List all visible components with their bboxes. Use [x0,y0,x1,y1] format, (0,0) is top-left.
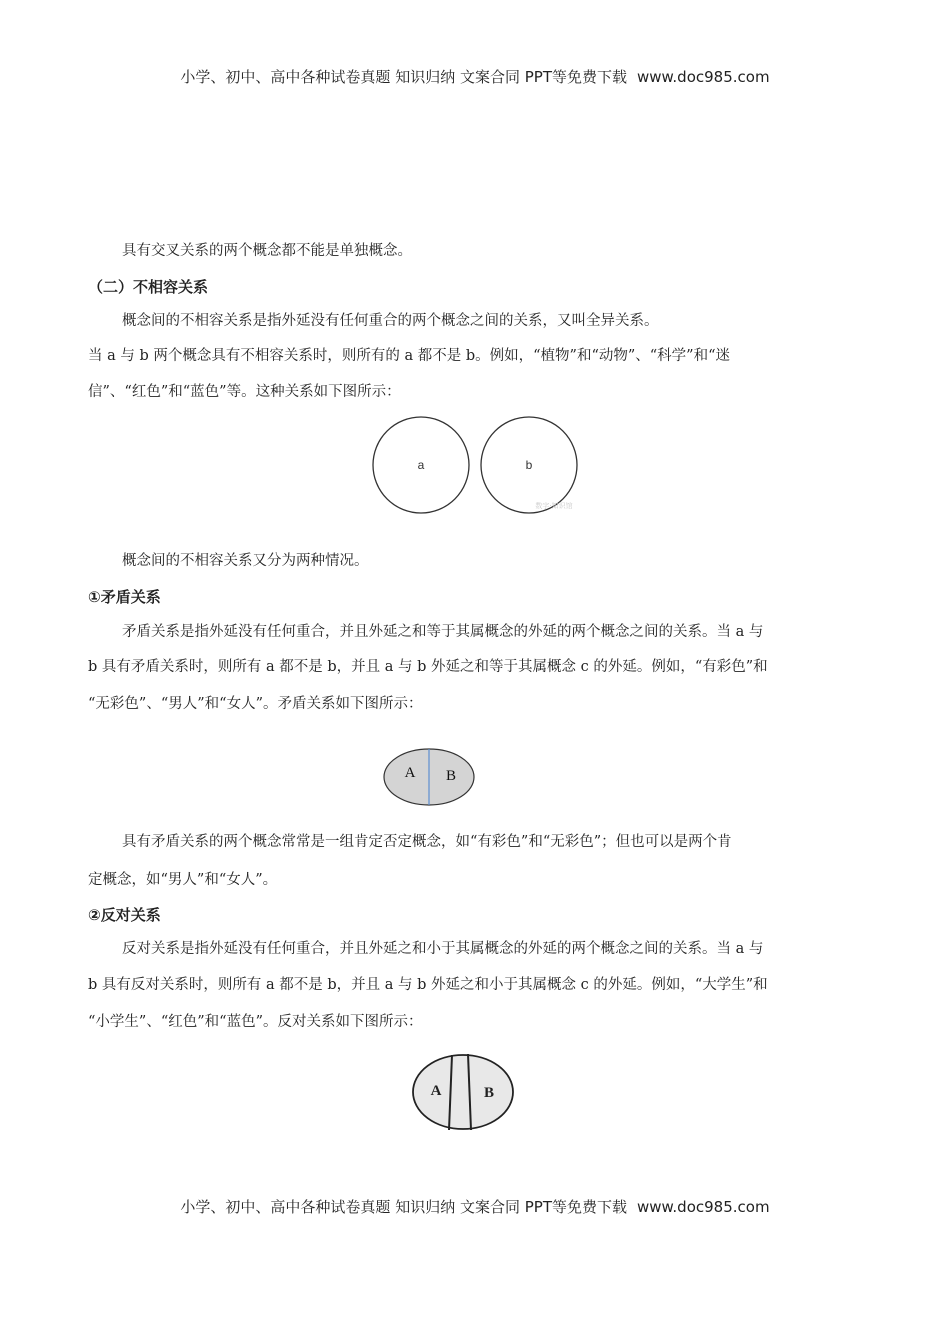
paragraph-line: 定概念，如“男人”和“女人”。 [88,872,278,888]
paragraph-line: 信”、“红色”和“蓝色”等。这种关系如下图所示： [88,384,401,400]
paragraph-line: b 具有反对关系时，则所有 a 都不是 b，并且 a 与 b 外延之和小于其属概念 c 的外延。例如，“大学生”和 [88,977,768,993]
paragraph-line: “小学生”、“红色”和“蓝色”。反对关系如下图所示： [88,1014,423,1030]
region-b-label: B [445,768,457,784]
region-b-label: B [483,1085,495,1101]
paragraph-line: “无彩色”、“男人”和“女人”。矛盾关系如下图所示： [88,696,423,712]
footer-url[interactable]: www.doc985.com [636,1198,770,1216]
contrary-ellipse [413,1055,513,1129]
paragraph-line: b 具有矛盾关系时，则所有 a 都不是 b，并且 a 与 b 外延之和等于其属概念 c 的外延。例如，“有彩色”和 [88,659,768,675]
section-heading-contradiction: ①矛盾关系 [88,588,161,606]
contrary-diagram [410,1051,518,1135]
region-a-label: A [404,765,416,781]
incompatible-diagram [368,413,584,517]
paragraph-line: 具有矛盾关系的两个概念常常是一组肯定否定概念，如“有彩色”和“无彩色”；但也可以是两个肯 [122,834,732,850]
paragraph: 概念间的不相容关系是指外延没有任何重合的两个概念之间的关系，又叫全异关系。 [122,313,659,329]
footer-text: 小学、初中、高中各种试卷真题 知识归纳 文案合同 PPT等免费下载 [180,1198,627,1216]
circle-b-label: b [525,458,533,472]
paragraph-line: 当 a 与 b 两个概念具有不相容关系时，则所有的 a 都不是 b。例如，“植物”和“动物”、“科学”和“迷 [88,348,731,364]
contradiction-diagram [380,746,478,808]
page-footer [0,1196,950,1217]
paragraph: 具有交叉关系的两个概念都不能是单独概念。 [122,243,412,259]
section-heading-contrary: ②反对关系 [88,906,161,924]
circle-a-label: a [417,458,425,472]
paragraph: 概念间的不相容关系又分为两种情况。 [122,553,369,569]
header-url[interactable]: www.doc985.com [636,68,770,86]
page-header [0,66,950,87]
watermark: 数字·知识馆 [535,502,573,510]
paragraph-line: 矛盾关系是指外延没有任何重合，并且外延之和等于其属概念的外延的两个概念之间的关系。当 a 与 [122,624,764,640]
header-text: 小学、初中、高中各种试卷真题 知识归纳 文案合同 PPT等免费下载 [180,68,627,86]
paragraph-line: 反对关系是指外延没有任何重合，并且外延之和小于其属概念的外延的两个概念之间的关系。当 a 与 [122,941,764,957]
section-heading-incompatible: （二）不相容关系 [88,278,209,296]
region-a-label: A [430,1083,442,1099]
